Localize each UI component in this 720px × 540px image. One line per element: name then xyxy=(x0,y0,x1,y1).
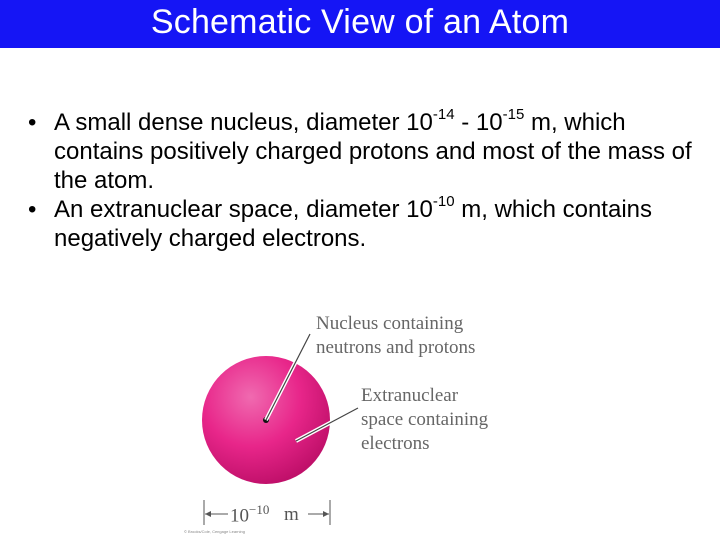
atom-figure xyxy=(180,300,540,540)
nucleus-label-line-2: neutrons and protons xyxy=(316,337,476,358)
bullet-dot: • xyxy=(28,196,37,223)
scale-arrow-left xyxy=(205,511,211,517)
scale-arrow-right xyxy=(323,511,329,517)
image-credit: © Brooks/Cole, Cengage Learning xyxy=(184,529,245,534)
space-label-line-3: electrons xyxy=(361,433,430,454)
bullet-1-exp-2: -15 xyxy=(502,106,525,123)
bullet-2-text-after: m, which contains negatively charged electrons. xyxy=(54,196,652,252)
bullet-nucleus xyxy=(28,108,698,195)
space-label-line-2: space containing xyxy=(361,409,489,430)
scale-label xyxy=(230,502,269,527)
title-bar xyxy=(0,0,720,48)
scale-base: 10 xyxy=(230,505,249,527)
bullet-extranuclear xyxy=(28,195,698,253)
bullet-1-text-before: A small dense nucleus, diameter 10 xyxy=(54,109,433,136)
scale-unit: m xyxy=(284,504,299,525)
bullet-1-text-after: m, which contains positively charged protons and most of the mass of the atom. xyxy=(54,109,692,194)
bullet-1-exp-1: -14 xyxy=(432,106,455,123)
slide-title: Schematic View of an Atom xyxy=(150,2,570,41)
bullet-2-exp-1: -10 xyxy=(432,193,455,210)
bullet-dot: • xyxy=(28,109,37,136)
space-label-line-1: Extranuclear xyxy=(361,385,459,406)
bullet-2-text-before: An extranuclear space, diameter 10 xyxy=(54,196,433,223)
scale-exp: −10 xyxy=(249,502,270,517)
nucleus-label-line-1: Nucleus containing xyxy=(316,313,464,334)
nucleus-label xyxy=(316,312,475,360)
bullet-1-text-mid: - 10 xyxy=(454,109,503,136)
bullet-list xyxy=(28,108,698,253)
space-label xyxy=(361,384,488,456)
